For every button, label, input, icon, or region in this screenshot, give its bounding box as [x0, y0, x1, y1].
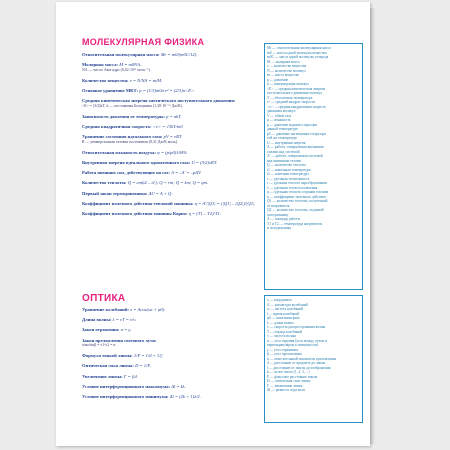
- formula-item: [82, 384, 262, 389]
- formula-item: [82, 160, 262, 165]
- formula-label: Оптическая сила линзы:: [82, 363, 134, 369]
- formula-item: [82, 191, 262, 196]
- optics-legend-box: [264, 295, 363, 423]
- formula-expression: Q = cm(t2 – t1); Q = rm; Q = λm; Q = qm.: [127, 180, 208, 186]
- formula-item: [82, 124, 262, 129]
- formula-expression: U = (3/2)νRT.: [191, 160, 218, 166]
- formula-item: [82, 363, 262, 368]
- formula-label: Работа внешних сил, действующих на газ:: [82, 170, 170, 176]
- formula-expression: p = (1/3)m0n·v² = (2/3)n<E>.: [139, 88, 196, 94]
- formula-label: Молярная масса:: [82, 62, 119, 68]
- legend-entry: движения молекул: [267, 109, 296, 113]
- formula-expression: Δl = (2k + 1)λ/2.: [169, 394, 201, 400]
- formula-expression: D = 1/F.: [135, 363, 151, 369]
- reference-sheet: [56, 2, 370, 446]
- legend-entry: V — объем газа: [267, 113, 292, 118]
- formula-label: Относительная молекулярная масса:: [82, 52, 160, 57]
- formula-label: Закон отражения:: [82, 327, 120, 333]
- formula-expression: η = (T1 – T2)/T1.: [188, 211, 221, 217]
- optics-formulas-list: [82, 307, 262, 404]
- formula-expression: pV = νRT.: [163, 134, 183, 140]
- formula-label: Условие интерференционного максимума:: [82, 383, 171, 389]
- legend-entry: Q2 — количество теплоты, отданной: [267, 208, 324, 212]
- molecular-legend-box: [264, 43, 363, 290]
- formula-item: [82, 353, 262, 358]
- formula-item: [82, 327, 262, 332]
- formula-label: Условие интерференционного минимума:: [82, 394, 169, 400]
- formula-label: Количество теплоты:: [82, 180, 127, 186]
- formula-expression: α = γ.: [120, 327, 132, 333]
- formula-label: Относительная влажность воздуха:: [82, 149, 156, 155]
- legend-entry: U — внутренняя энергия: [267, 140, 306, 145]
- formula-item: [82, 201, 262, 206]
- formula-item: [82, 338, 262, 349]
- legend-entry: φ0 — начальная фаза: [267, 316, 300, 320]
- legend-entry: ν — количество вещества: [267, 64, 307, 68]
- legend-entry: v — скорость распространения волны: [267, 325, 326, 329]
- legend-entry: перпендикуляром к поверхности): [267, 343, 319, 347]
- legend-entry: p — давление водяного пара при: [267, 122, 318, 127]
- legend-entry: p — давление: [267, 77, 289, 82]
- legend-entry: A' — работа, совершаемая системой: [267, 154, 323, 158]
- molecular-formulas-list: [82, 52, 262, 221]
- legend-entry: p0 — давление насыщенного пара при: [267, 131, 326, 136]
- formula-label: Коэффициент полезного действия тепловой машины:: [82, 200, 194, 206]
- formula-label: Уравнение состояния идеального газа:: [82, 134, 163, 140]
- formula-expression: x = Acos(ωt + φ0).: [130, 307, 166, 312]
- legend-entry: φ — влажность: [267, 118, 291, 122]
- formula-expression: Г = f/d.: [123, 373, 138, 379]
- legend-entry: и холодильника: [267, 226, 292, 230]
- legend-entry: <E> — средняя кинетическая энергия: [267, 86, 326, 91]
- page-shadow: [370, 8, 376, 444]
- legend-entry: t1 — начальная температура: [267, 167, 311, 172]
- legend-entry: Δl — разность хода волн: [267, 388, 305, 392]
- section-title-optics: ОПТИКА: [82, 293, 126, 304]
- formula-label: Увеличение линзы:: [82, 373, 123, 379]
- legend-entry: M — молярная масса: [267, 59, 300, 64]
- legend-entry: m — масса вещества: [267, 73, 299, 77]
- formula-expression: M = m0NA,: [119, 62, 142, 68]
- formula-item: [82, 52, 262, 57]
- legend-entry: η — коэффициент полезного действия: [267, 194, 326, 199]
- legend-entry: c — удельная теплоемкость: [267, 176, 310, 181]
- formula-label: Формула тонкой линзы:: [82, 353, 133, 359]
- legend-entry: m0C — масса одной молекулы углерода: [267, 55, 329, 59]
- legend-entry: n — относительный показатель преломления: [267, 356, 337, 361]
- legend-entry: D — оптическая сила линзы: [267, 379, 311, 383]
- legend-entry: f — расстояние от линзы до изображения: [267, 365, 331, 370]
- formula-item: [82, 170, 262, 175]
- legend-entry: t — время колебаний: [267, 311, 300, 316]
- legend-entry: λ — длина волны: [267, 320, 294, 325]
- legend-entry: A — работа, совершаемая внешними: [267, 145, 324, 149]
- formula-item: [82, 374, 262, 379]
- legend-entry: λ — удельная теплота плавления: [267, 185, 318, 190]
- legend-entry: F — фокусное расстояние линзы: [267, 374, 318, 379]
- legend-entry: поступательного движения молекул: [267, 91, 322, 95]
- formula-item: [82, 98, 262, 109]
- legend-entry: холодильнику: [267, 212, 289, 217]
- legend-entry: T1 и T2 — температура нагревателя: [267, 221, 323, 226]
- legend-entry: t2 — конечная температура: [267, 172, 309, 176]
- legend-entry: α — угол падения (угол между лучом и: [267, 338, 328, 343]
- legend-entry: T — период колебаний: [267, 329, 303, 334]
- formula-expression: A = –A' = –pΔV.: [171, 170, 202, 176]
- legend-entry: Q1 — количество теплоты, полученной: [267, 199, 328, 203]
- formula-label: Основное уравнение МКТ:: [82, 88, 139, 94]
- formula-item: [82, 88, 262, 93]
- formula-expression: λ = vT = v/ν.: [112, 317, 137, 323]
- formula-expression: η = A'/|Q1| = (|Q1| – |Q2|)/|Q1|.: [194, 200, 256, 206]
- legend-entry: d — расстояние от предмета до линзы: [267, 361, 326, 365]
- formula-expression: Mr = m0/(m0C/12).: [160, 52, 198, 57]
- formula-label: Количество вещества:: [82, 77, 129, 83]
- formula-label: Средняя кинетическая энергия хаотического поступательного движения:: [82, 98, 236, 104]
- formula-item: [82, 114, 262, 119]
- formula-label: Длина волны:: [82, 317, 112, 323]
- formula-label: Средняя квадратичная скорость:: [82, 124, 152, 130]
- legend-entry: A — площадь работы: [267, 217, 300, 221]
- formula-expression: φ = (p/p0)100%: [157, 149, 188, 155]
- legend-entry: n — концентрация молекул: [267, 82, 309, 86]
- legend-entry: q — удельная теплота сгорания топлива: [267, 190, 329, 194]
- legend-entry: от нагревателя: [267, 203, 290, 208]
- formula-expression: p = nkT.: [166, 113, 182, 119]
- formula-item: [82, 307, 262, 312]
- formula-note: <E> = (3/2)kT, k — постоянная Больцмана (1,38·10⁻²³ Дж/К).: [82, 103, 183, 108]
- formula-label: Зависимость давления от температуры:: [82, 113, 166, 119]
- legend-entry: m0 — масса одной молекулы вещества: [267, 50, 327, 55]
- formula-item: [82, 62, 262, 73]
- legend-entry: над внешними телами: [267, 158, 301, 163]
- legend-entry: <v> — средняя квадратичная скорость: [267, 104, 327, 109]
- formula-note: NA — число Авогадро (6,02·10²³ моль⁻¹).: [82, 67, 151, 72]
- legend-entry: x — координата: [267, 298, 292, 302]
- formula-item: [82, 78, 262, 83]
- legend-entry: Г — увеличение линзы: [267, 383, 303, 388]
- legend-entry: ω — частота колебаний: [267, 307, 304, 311]
- formula-item: [82, 150, 262, 155]
- formula-label: Первый закон термодинамики:: [82, 190, 148, 196]
- formula-label: Закон преломления светового луча:: [82, 337, 157, 343]
- legend-entry: Mr — относительная молекулярная масса: [267, 46, 331, 50]
- legend-entry: β — угол преломления: [267, 352, 302, 356]
- formula-expression: ΔU = A + Q .: [148, 190, 174, 196]
- legend-entry: той же температуре: [267, 136, 298, 140]
- formula-item: [82, 211, 262, 216]
- formula-label: Коэффициент полезного действия машины Карно:: [82, 211, 188, 217]
- formula-item: [82, 134, 262, 145]
- legend-entry: N — количество молекул: [267, 68, 306, 73]
- formula-label: Уравнение колебаний:: [82, 307, 129, 312]
- formula-item: [82, 317, 262, 322]
- legend-entry: ν — частота волны: [267, 334, 296, 338]
- legend-entry: Q — количество теплоты: [267, 163, 306, 167]
- formula-label: Внутренняя энергия идеального одноатомного газа:: [82, 160, 191, 166]
- legend-entry: γ — угол отражения: [267, 347, 298, 352]
- legend-entry: силами над системой: [267, 149, 300, 154]
- formula-note: R — универсальная газовая постоянная (8,31 Дж/К моль).: [82, 139, 179, 144]
- section-title-molecular-physics: МОЛЕКУЛЯРНАЯ ФИЗИКА: [82, 37, 205, 47]
- formula-expression: 1/F = 1/d + 1/f.: [133, 353, 163, 359]
- legend-entry: v² — средний квадрат скорости: [267, 100, 316, 104]
- formula-expression: ν = N/NA = m/M.: [129, 77, 163, 83]
- legend-entry: A — амплитуда колебаний: [267, 302, 308, 307]
- legend-entry: T — абсолютная температура: [267, 95, 313, 100]
- formula-note: sinα/sinβ = v1/v2 = n.: [82, 343, 117, 348]
- formula-item: [82, 180, 262, 185]
- legend-entry: r — удельная теплота парообразования: [267, 181, 327, 185]
- formula-expression: <v> = √3kT/m0: [152, 124, 183, 130]
- formula-expression: Δl = kλ.: [171, 383, 186, 389]
- formula-item: [82, 394, 262, 399]
- legend-entry: данной температуре: [267, 127, 298, 131]
- legend-entry: k — целое число (1, 2, 3, ...): [267, 370, 310, 374]
